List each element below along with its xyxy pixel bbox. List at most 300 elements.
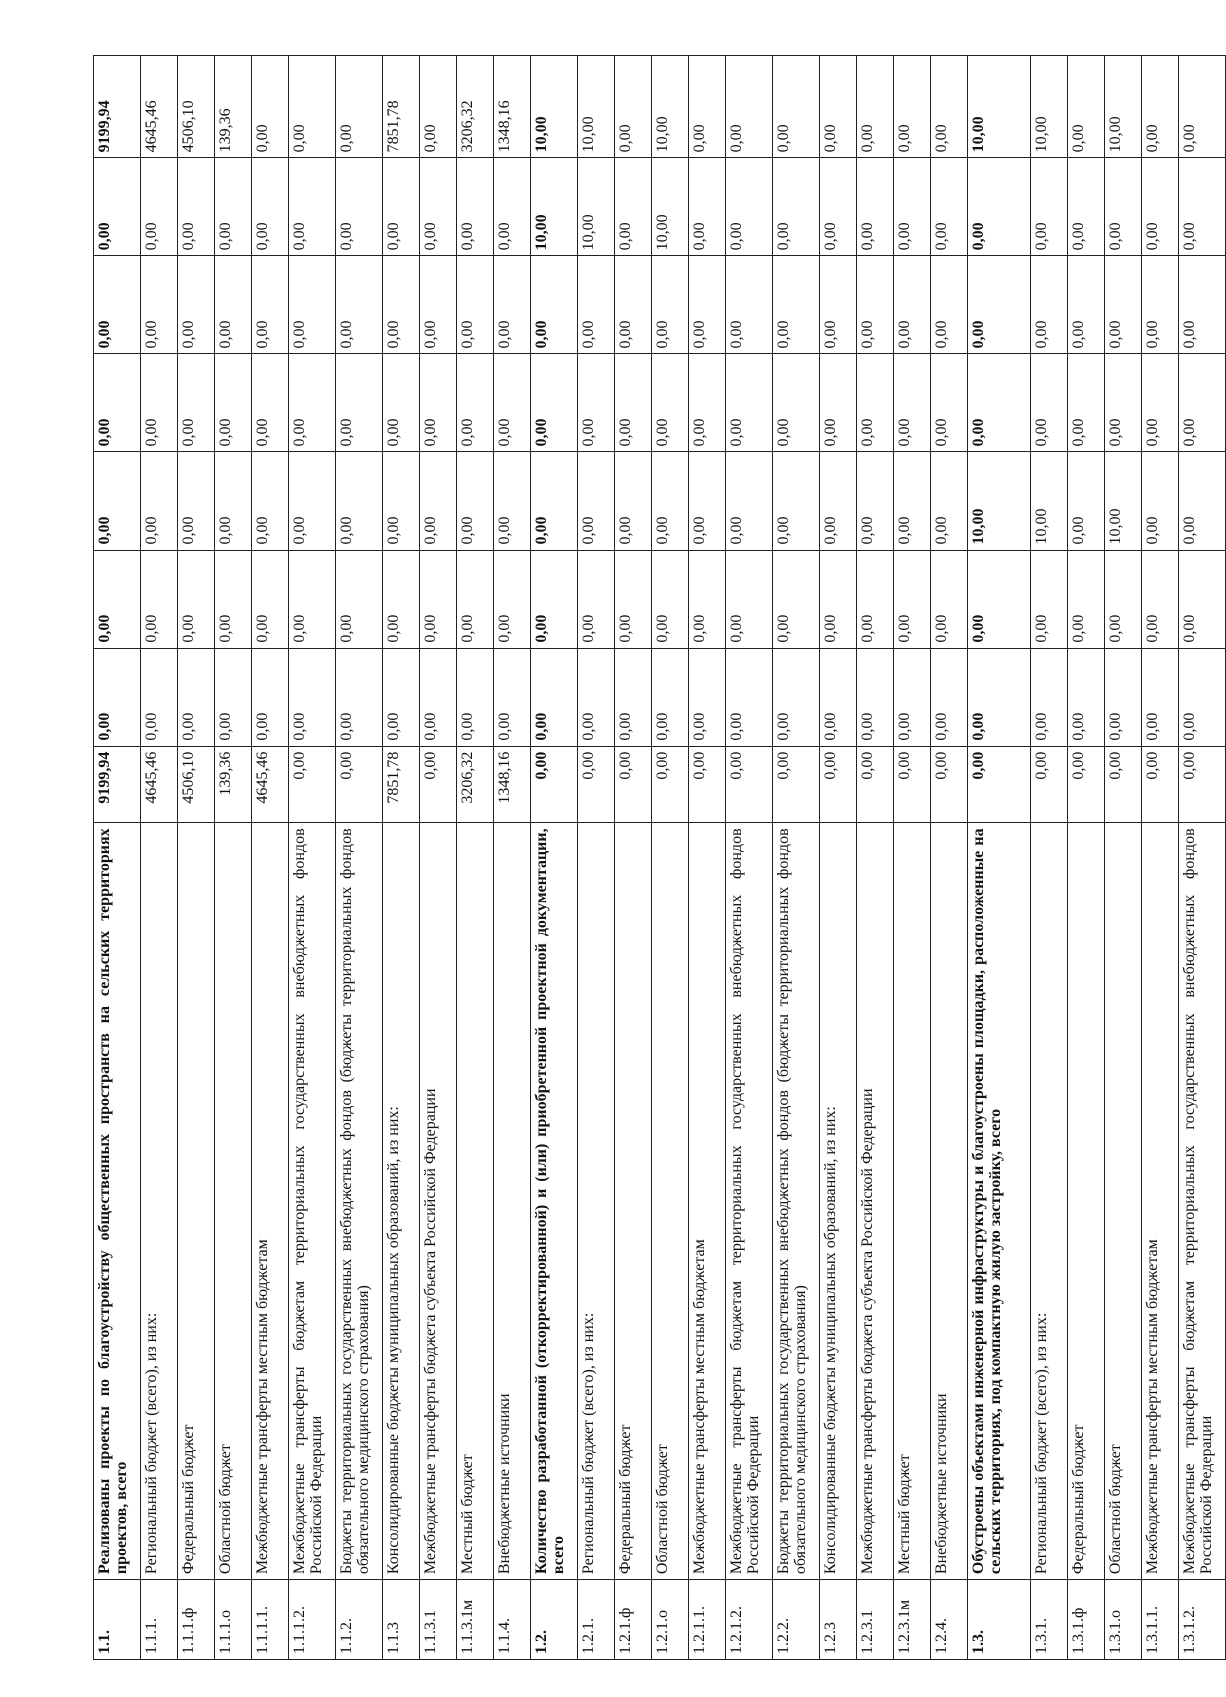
row-value-cell: 0,00 (215, 648, 252, 746)
row-value-cell: 0,00 (578, 550, 615, 648)
row-value-cell: 0,00 (931, 550, 968, 648)
row-value-cell: 0,00 (726, 648, 773, 746)
table-row (420, 56, 457, 1660)
table-row (578, 56, 615, 1660)
table-row (252, 56, 289, 1660)
row-value-cell: 0,00 (1068, 256, 1105, 354)
row-name-cell: Межбюджетные трансферты местным бюджетам (252, 823, 289, 1580)
row-value-cell: 0,00 (289, 158, 336, 256)
row-value-cell: 0,00 (857, 746, 894, 823)
row-name-cell: Внебюджетные источники (931, 823, 968, 1580)
row-value-cell: 0,00 (94, 354, 141, 452)
row-value-cell: 0,00 (726, 158, 773, 256)
row-value-cell: 0,00 (820, 256, 857, 354)
row-value-cell: 0,00 (726, 256, 773, 354)
row-value-cell: 0,00 (420, 550, 457, 648)
row-value-cell: 0,00 (215, 550, 252, 648)
row-value-cell: 0,00 (336, 648, 383, 746)
row-code-cell: 1.1.1.1. (252, 1580, 289, 1660)
row-value-cell: 0,00 (420, 256, 457, 354)
row-value-cell: 0,00 (289, 256, 336, 354)
row-value-cell: 0,00 (178, 550, 215, 648)
row-value-cell: 0,00 (252, 354, 289, 452)
row-value-cell: 0,00 (1105, 354, 1142, 452)
row-value-cell: 0,00 (615, 158, 652, 256)
row-value-cell: 0,00 (968, 158, 1031, 256)
table-row (894, 56, 931, 1660)
table-row (689, 56, 726, 1660)
row-code-cell: 1.2.1.1. (689, 1580, 726, 1660)
row-code-cell: 1.1.1. (141, 1580, 178, 1660)
row-value-cell: 10,00 (968, 452, 1031, 550)
row-value-cell: 0,00 (1142, 158, 1179, 256)
row-value-cell: 0,00 (894, 354, 931, 452)
table-body (94, 56, 1226, 1660)
row-value-cell: 1348,16 (494, 746, 531, 823)
row-value-cell: 0,00 (773, 452, 820, 550)
row-value-cell: 0,00 (178, 256, 215, 354)
table-row (773, 56, 820, 1660)
row-value-cell: 0,00 (894, 158, 931, 256)
row-value-cell: 0,00 (383, 648, 420, 746)
row-total-cell: 0,00 (857, 56, 894, 158)
row-value-cell: 0,00 (1068, 354, 1105, 452)
row-value-cell: 0,00 (420, 648, 457, 746)
table-row (615, 56, 652, 1660)
row-value-cell: 0,00 (1142, 746, 1179, 823)
table-row (141, 56, 178, 1660)
row-value-cell: 0,00 (1031, 746, 1068, 823)
row-value-cell: 0,00 (141, 648, 178, 746)
row-code-cell: 1.2.1.2. (726, 1580, 773, 1660)
row-total-cell: 4645,46 (141, 56, 178, 158)
row-value-cell: 0,00 (1068, 550, 1105, 648)
row-value-cell: 0,00 (931, 158, 968, 256)
table-row (726, 56, 773, 1660)
row-value-cell: 0,00 (689, 550, 726, 648)
row-value-cell: 0,00 (726, 550, 773, 648)
row-name-cell: Межбюджетные трансферты бюджетам территориальных государственных внебюджетных фондов Российской Федерации (1179, 823, 1226, 1580)
row-value-cell: 4645,46 (252, 746, 289, 823)
row-value-cell: 0,00 (94, 452, 141, 550)
row-value-cell: 0,00 (141, 550, 178, 648)
row-value-cell: 0,00 (931, 648, 968, 746)
row-value-cell: 0,00 (1179, 550, 1226, 648)
row-name-cell: Количество разработанной (откорректированной) и (или) приобретенной проектной документации, всего (531, 823, 578, 1580)
row-code-cell: 1.2.1.о (652, 1580, 689, 1660)
row-value-cell: 4645,46 (141, 746, 178, 823)
row-value-cell: 0,00 (1068, 158, 1105, 256)
row-value-cell: 0,00 (578, 746, 615, 823)
row-value-cell: 0,00 (1142, 648, 1179, 746)
row-code-cell: 1.2.3.1 (857, 1580, 894, 1660)
row-value-cell: 0,00 (336, 256, 383, 354)
row-total-cell: 10,00 (578, 56, 615, 158)
row-code-cell: 1.1.3 (383, 1580, 420, 1660)
table-row (494, 56, 531, 1660)
row-name-cell: Межбюджетные трансферты бюджета субъекта Российской Федерации (420, 823, 457, 1580)
row-value-cell: 0,00 (494, 354, 531, 452)
row-total-cell: 10,00 (1031, 56, 1068, 158)
row-value-cell: 0,00 (689, 256, 726, 354)
table-row (289, 56, 336, 1660)
row-value-cell: 0,00 (336, 354, 383, 452)
row-name-cell: Межбюджетные трансферты местным бюджетам (689, 823, 726, 1580)
row-value-cell: 0,00 (1031, 158, 1068, 256)
row-value-cell: 0,00 (252, 648, 289, 746)
row-value-cell: 0,00 (820, 158, 857, 256)
table-row (336, 56, 383, 1660)
row-value-cell: 0,00 (336, 550, 383, 648)
row-name-cell: Внебюджетные источники (494, 823, 531, 1580)
row-value-cell: 0,00 (1179, 452, 1226, 550)
row-code-cell: 1.1. (94, 1580, 141, 1660)
row-value-cell: 0,00 (689, 354, 726, 452)
row-name-cell: Региональный бюджет (всего), из них: (578, 823, 615, 1580)
row-value-cell: 0,00 (178, 648, 215, 746)
row-code-cell: 1.2. (531, 1580, 578, 1660)
row-value-cell: 9199,94 (94, 746, 141, 823)
row-total-cell: 9199,94 (94, 56, 141, 158)
row-value-cell: 0,00 (420, 452, 457, 550)
row-value-cell: 0,00 (820, 746, 857, 823)
row-value-cell: 0,00 (252, 158, 289, 256)
row-value-cell: 0,00 (689, 452, 726, 550)
row-code-cell: 1.2.3.1м (894, 1580, 931, 1660)
row-total-cell: 1348,16 (494, 56, 531, 158)
row-value-cell: 0,00 (652, 354, 689, 452)
row-value-cell: 0,00 (931, 256, 968, 354)
row-value-cell: 10,00 (652, 158, 689, 256)
row-name-cell: Региональный бюджет (всего), из них: (141, 823, 178, 1580)
row-value-cell: 0,00 (215, 256, 252, 354)
table-row (1142, 56, 1179, 1660)
row-value-cell: 0,00 (178, 158, 215, 256)
row-value-cell: 0,00 (1068, 746, 1105, 823)
row-value-cell: 0,00 (336, 158, 383, 256)
row-value-cell: 0,00 (968, 256, 1031, 354)
row-value-cell: 0,00 (289, 648, 336, 746)
row-value-cell: 0,00 (289, 746, 336, 823)
table-row (1105, 56, 1142, 1660)
row-value-cell: 0,00 (857, 452, 894, 550)
row-code-cell: 1.3.1.1. (1142, 1580, 1179, 1660)
row-value-cell: 0,00 (94, 256, 141, 354)
row-code-cell: 1.1.3.1м (457, 1580, 494, 1660)
row-code-cell: 1.1.1.ф (178, 1580, 215, 1660)
row-value-cell: 0,00 (336, 746, 383, 823)
row-name-cell: Местный бюджет (457, 823, 494, 1580)
row-value-cell: 0,00 (1179, 158, 1226, 256)
row-value-cell: 0,00 (1179, 746, 1226, 823)
row-value-cell: 0,00 (773, 746, 820, 823)
row-total-cell: 0,00 (931, 56, 968, 158)
row-name-cell: Федеральный бюджет (615, 823, 652, 1580)
row-value-cell: 0,00 (652, 648, 689, 746)
row-name-cell: Федеральный бюджет (178, 823, 215, 1580)
row-value-cell: 0,00 (615, 452, 652, 550)
row-value-cell: 10,00 (1031, 452, 1068, 550)
row-code-cell: 1.1.3.1 (420, 1580, 457, 1660)
row-total-cell: 10,00 (1105, 56, 1142, 158)
row-value-cell: 0,00 (289, 550, 336, 648)
row-value-cell: 0,00 (1105, 648, 1142, 746)
row-name-cell: Областной бюджет (215, 823, 252, 1580)
row-value-cell: 0,00 (894, 550, 931, 648)
row-code-cell: 1.1.1.2. (289, 1580, 336, 1660)
row-value-cell: 0,00 (894, 452, 931, 550)
row-code-cell: 1.2.1.ф (615, 1580, 652, 1660)
row-value-cell: 0,00 (1105, 550, 1142, 648)
row-value-cell: 0,00 (420, 354, 457, 452)
row-value-cell: 0,00 (94, 550, 141, 648)
row-value-cell: 0,00 (215, 158, 252, 256)
row-total-cell: 0,00 (726, 56, 773, 158)
row-value-cell: 0,00 (857, 550, 894, 648)
row-value-cell: 0,00 (894, 746, 931, 823)
row-value-cell: 0,00 (420, 746, 457, 823)
row-value-cell: 0,00 (820, 648, 857, 746)
row-total-cell: 0,00 (1179, 56, 1226, 158)
row-value-cell: 0,00 (457, 354, 494, 452)
row-value-cell: 0,00 (1142, 550, 1179, 648)
row-value-cell: 0,00 (652, 746, 689, 823)
row-value-cell: 4506,10 (178, 746, 215, 823)
row-value-cell: 0,00 (1142, 452, 1179, 550)
row-value-cell: 0,00 (773, 256, 820, 354)
row-value-cell: 0,00 (531, 550, 578, 648)
row-value-cell: 0,00 (968, 746, 1031, 823)
row-value-cell: 0,00 (773, 648, 820, 746)
row-value-cell: 0,00 (457, 648, 494, 746)
row-value-cell: 10,00 (1105, 452, 1142, 550)
table-row (531, 56, 578, 1660)
row-value-cell: 0,00 (383, 354, 420, 452)
row-total-cell: 0,00 (1068, 56, 1105, 158)
row-name-cell: Межбюджетные трансферты бюджета субъекта Российской Федерации (857, 823, 894, 1580)
row-total-cell: 0,00 (615, 56, 652, 158)
row-value-cell: 0,00 (652, 452, 689, 550)
row-value-cell: 0,00 (857, 648, 894, 746)
row-value-cell: 0,00 (857, 158, 894, 256)
row-value-cell: 0,00 (531, 452, 578, 550)
row-value-cell: 0,00 (383, 256, 420, 354)
row-value-cell: 0,00 (289, 354, 336, 452)
row-code-cell: 1.3.1.о (1105, 1580, 1142, 1660)
row-code-cell: 1.3. (968, 1580, 1031, 1660)
row-value-cell: 0,00 (252, 452, 289, 550)
row-value-cell: 0,00 (457, 158, 494, 256)
row-value-cell: 0,00 (773, 158, 820, 256)
row-value-cell: 0,00 (773, 550, 820, 648)
row-value-cell: 0,00 (289, 452, 336, 550)
row-code-cell: 1.3.1.2. (1179, 1580, 1226, 1660)
row-value-cell: 0,00 (931, 452, 968, 550)
row-value-cell: 0,00 (141, 256, 178, 354)
row-value-cell: 0,00 (578, 256, 615, 354)
row-value-cell: 0,00 (689, 648, 726, 746)
row-total-cell: 0,00 (689, 56, 726, 158)
row-value-cell: 0,00 (615, 354, 652, 452)
row-name-cell: Межбюджетные трансферты бюджетам территориальных государственных внебюджетных фондов Российской Федерации (289, 823, 336, 1580)
row-value-cell: 0,00 (615, 256, 652, 354)
table-row (457, 56, 494, 1660)
row-value-cell: 0,00 (457, 256, 494, 354)
row-name-cell: Консолидированные бюджеты муниципальных образований, из них: (820, 823, 857, 1580)
row-code-cell: 1.3.1.ф (1068, 1580, 1105, 1660)
row-value-cell: 10,00 (578, 158, 615, 256)
row-code-cell: 1.1.1.о (215, 1580, 252, 1660)
row-value-cell: 0,00 (894, 648, 931, 746)
row-code-cell: 1.1.2. (336, 1580, 383, 1660)
table-row (383, 56, 420, 1660)
row-code-cell: 1.1.4. (494, 1580, 531, 1660)
row-value-cell: 0,00 (383, 158, 420, 256)
row-value-cell: 0,00 (615, 648, 652, 746)
row-value-cell: 0,00 (857, 256, 894, 354)
table-row (968, 56, 1031, 1660)
row-value-cell: 0,00 (1068, 648, 1105, 746)
row-value-cell: 0,00 (336, 452, 383, 550)
row-value-cell: 10,00 (531, 158, 578, 256)
row-value-cell: 0,00 (531, 648, 578, 746)
row-value-cell: 0,00 (1179, 354, 1226, 452)
row-total-cell: 4506,10 (178, 56, 215, 158)
row-total-cell: 0,00 (1142, 56, 1179, 158)
row-name-cell: Реализованы проекты по благоустройству общественных пространств на сельских территориях проектов, всего (94, 823, 141, 1580)
row-value-cell: 0,00 (1142, 354, 1179, 452)
row-value-cell: 0,00 (1105, 746, 1142, 823)
row-value-cell: 0,00 (494, 452, 531, 550)
row-value-cell: 0,00 (531, 354, 578, 452)
row-value-cell: 3206,32 (457, 746, 494, 823)
row-code-cell: 1.3.1. (1031, 1580, 1068, 1660)
row-value-cell: 0,00 (820, 550, 857, 648)
row-total-cell: 139,36 (215, 56, 252, 158)
row-value-cell: 0,00 (141, 452, 178, 550)
row-code-cell: 1.2.1. (578, 1580, 615, 1660)
table-row (178, 56, 215, 1660)
row-name-cell: Бюджеты территориальных государственных внебюджетных фондов (бюджеты территориальных фондов обязательного медицинского страхования) (773, 823, 820, 1580)
table-row (1068, 56, 1105, 1660)
row-value-cell: 0,00 (726, 746, 773, 823)
row-total-cell: 0,00 (894, 56, 931, 158)
row-value-cell: 0,00 (141, 354, 178, 452)
row-name-cell: Обустроены объектами инженерной инфраструктуры и благоустроены площадки, расположенные на сельских территориях, под компактную жилую застройку, всего (968, 823, 1031, 1580)
row-value-cell: 0,00 (494, 256, 531, 354)
row-name-cell: Межбюджетные трансферты бюджетам территориальных государственных внебюджетных фондов Российской Федерации (726, 823, 773, 1580)
row-value-cell: 0,00 (726, 452, 773, 550)
table-row (94, 56, 141, 1660)
row-total-cell: 0,00 (289, 56, 336, 158)
rotated-document-page (93, 55, 1215, 1660)
table-row (652, 56, 689, 1660)
row-value-cell: 0,00 (383, 550, 420, 648)
row-value-cell: 0,00 (531, 746, 578, 823)
row-name-cell: Бюджеты территориальных государственных внебюджетных фондов (бюджеты территориальных фондов обязательного медицинского страхования) (336, 823, 383, 1580)
row-value-cell: 0,00 (1068, 452, 1105, 550)
row-value-cell: 0,00 (894, 256, 931, 354)
row-total-cell: 3206,32 (457, 56, 494, 158)
row-value-cell: 0,00 (494, 648, 531, 746)
row-value-cell: 0,00 (1031, 256, 1068, 354)
row-total-cell: 0,00 (773, 56, 820, 158)
row-value-cell: 0,00 (1142, 256, 1179, 354)
row-total-cell: 10,00 (531, 56, 578, 158)
row-value-cell: 0,00 (931, 354, 968, 452)
row-value-cell: 0,00 (178, 354, 215, 452)
row-value-cell: 0,00 (252, 256, 289, 354)
row-value-cell: 0,00 (615, 746, 652, 823)
row-name-cell: Межбюджетные трансферты местным бюджетам (1142, 823, 1179, 1580)
row-value-cell: 0,00 (820, 354, 857, 452)
row-name-cell: Региональный бюджет (всего), из них: (1031, 823, 1068, 1580)
row-value-cell: 0,00 (94, 158, 141, 256)
row-total-cell: 0,00 (820, 56, 857, 158)
row-code-cell: 1.2.2. (773, 1580, 820, 1660)
row-value-cell: 0,00 (689, 746, 726, 823)
row-total-cell: 0,00 (336, 56, 383, 158)
table-row (931, 56, 968, 1660)
row-value-cell: 0,00 (420, 158, 457, 256)
table-row (1031, 56, 1068, 1660)
row-value-cell: 0,00 (1105, 256, 1142, 354)
row-total-cell: 10,00 (652, 56, 689, 158)
table-row (857, 56, 894, 1660)
row-value-cell: 0,00 (1031, 648, 1068, 746)
row-value-cell: 0,00 (141, 158, 178, 256)
row-value-cell: 0,00 (215, 354, 252, 452)
table-row (215, 56, 252, 1660)
row-value-cell: 0,00 (578, 354, 615, 452)
table-row (820, 56, 857, 1660)
row-value-cell: 0,00 (531, 256, 578, 354)
row-value-cell: 0,00 (968, 648, 1031, 746)
row-value-cell: 0,00 (457, 452, 494, 550)
row-value-cell: 0,00 (615, 550, 652, 648)
row-name-cell: Областной бюджет (1105, 823, 1142, 1580)
row-value-cell: 0,00 (494, 550, 531, 648)
row-value-cell: 0,00 (457, 550, 494, 648)
row-value-cell: 0,00 (578, 648, 615, 746)
row-value-cell: 0,00 (178, 452, 215, 550)
row-value-cell: 0,00 (689, 158, 726, 256)
row-value-cell: 0,00 (968, 354, 1031, 452)
row-value-cell: 139,36 (215, 746, 252, 823)
row-total-cell: 7851,78 (383, 56, 420, 158)
table-row (1179, 56, 1226, 1660)
row-code-cell: 1.2.3 (820, 1580, 857, 1660)
row-name-cell: Местный бюджет (894, 823, 931, 1580)
row-value-cell: 0,00 (820, 452, 857, 550)
row-value-cell: 0,00 (652, 256, 689, 354)
row-value-cell: 0,00 (931, 746, 968, 823)
row-total-cell: 0,00 (252, 56, 289, 158)
row-name-cell: Федеральный бюджет (1068, 823, 1105, 1580)
row-value-cell: 7851,78 (383, 746, 420, 823)
budget-table (93, 55, 1226, 1660)
row-value-cell: 0,00 (726, 354, 773, 452)
row-value-cell: 0,00 (1031, 550, 1068, 648)
row-total-cell: 10,00 (968, 56, 1031, 158)
row-total-cell: 0,00 (420, 56, 457, 158)
row-value-cell: 0,00 (578, 452, 615, 550)
row-value-cell: 0,00 (383, 452, 420, 550)
row-value-cell: 0,00 (1105, 158, 1142, 256)
row-code-cell: 1.2.4. (931, 1580, 968, 1660)
row-value-cell: 0,00 (857, 354, 894, 452)
row-value-cell: 0,00 (215, 452, 252, 550)
